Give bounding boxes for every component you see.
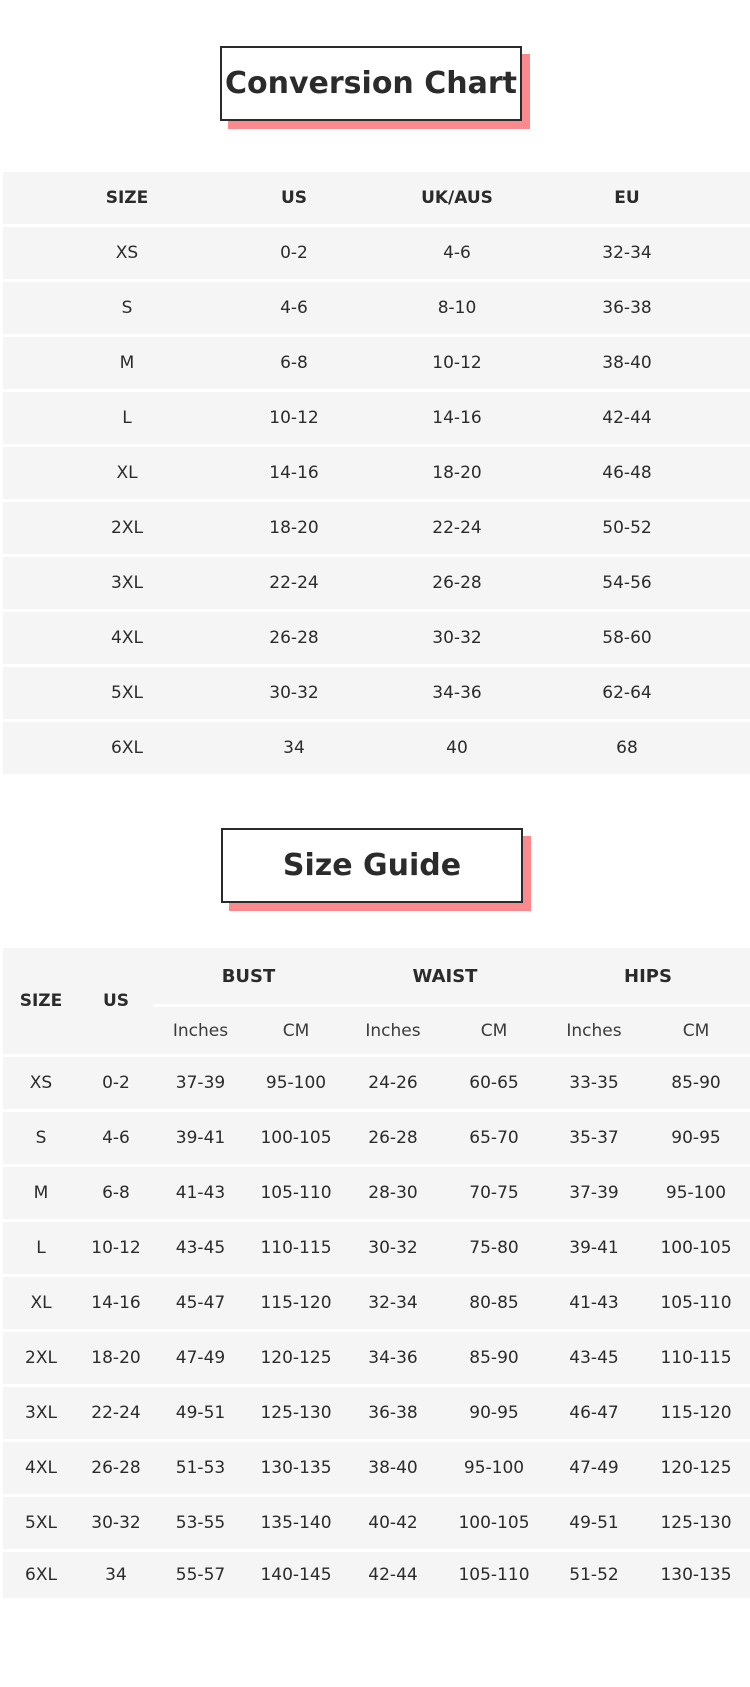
group-hips: HIPS: [624, 965, 672, 987]
cell-hips-inches: 41-43: [569, 1293, 619, 1313]
cell-us: 26-28: [269, 628, 319, 648]
cell-size: 5XL: [25, 1513, 57, 1533]
cell-size: 3XL: [111, 573, 143, 593]
cell-eu: 54-56: [602, 573, 652, 593]
cell-size: XS: [29, 1073, 53, 1093]
cell-bust-inches: 43-45: [175, 1238, 226, 1258]
cell-bust-cm: 130-135: [260, 1458, 332, 1478]
cell-hips-cm: 105-110: [660, 1293, 732, 1313]
cell-size: XL: [116, 463, 138, 483]
cell-eu: 32-34: [602, 243, 652, 263]
conversion-chart-title-badge: [220, 46, 522, 121]
cell-eu: 68: [616, 738, 638, 758]
header-size: SIZE: [19, 991, 63, 1011]
header-uk-aus: UK/AUS: [421, 188, 493, 208]
cell-us: 18-20: [91, 1348, 141, 1368]
cell-hips-inches: 39-41: [569, 1238, 619, 1258]
cell-eu: 42-44: [602, 408, 652, 428]
cell-size: 6XL: [25, 1565, 57, 1585]
table-row: [3, 1277, 750, 1329]
size-guide-title: Size Guide: [282, 848, 462, 883]
sub-header-hips-inches: Inches: [566, 1020, 622, 1041]
cell-bust-inches: 41-43: [175, 1183, 226, 1203]
header-size: SIZE: [105, 188, 149, 208]
cell-eu: 62-64: [602, 683, 652, 703]
cell-size: 2XL: [25, 1348, 57, 1368]
table-row: [3, 612, 750, 664]
cell-bust-cm: 110-115: [260, 1238, 332, 1258]
cell-size: XS: [115, 243, 139, 263]
cell-waist-cm: 100-105: [458, 1513, 530, 1533]
sub-header-row: [153, 1007, 750, 1054]
table-row: [3, 392, 750, 444]
cell-us: 4-6: [280, 298, 308, 318]
sub-header-waist-inches: Inches: [365, 1020, 421, 1041]
cell-hips-inches: 49-51: [569, 1513, 619, 1533]
group-row: [153, 948, 750, 1007]
cell-bust-cm: 115-120: [260, 1293, 332, 1313]
cell-waist-inches: 38-40: [368, 1458, 418, 1478]
table-row: [3, 1332, 750, 1384]
cell-hips-cm: 115-120: [660, 1403, 732, 1423]
cell-size: S: [35, 1128, 47, 1148]
conversion-header-row: [3, 172, 750, 224]
table-row: [3, 282, 750, 334]
cell-us: 18-20: [269, 518, 319, 538]
cell-bust-inches: 39-41: [175, 1128, 226, 1148]
cell-waist-cm: 80-85: [469, 1293, 519, 1313]
cell-size: M: [119, 353, 135, 373]
cell-hips-inches: 47-49: [569, 1458, 619, 1478]
cell-size: 4XL: [25, 1458, 57, 1478]
cell-us: 6-8: [102, 1183, 130, 1203]
table-row: [3, 1442, 750, 1494]
cell-us: 22-24: [91, 1403, 141, 1423]
conversion-table: [3, 172, 750, 777]
table-row: [3, 557, 750, 609]
table-row: [3, 1112, 750, 1164]
title-box: [221, 828, 523, 903]
cell-uk-aus: 8-10: [437, 298, 477, 318]
sub-header-bust-inches: Inches: [172, 1020, 229, 1041]
cell-us: 10-12: [91, 1238, 141, 1258]
cell-hips-inches: 46-47: [569, 1403, 619, 1423]
table-row: [3, 502, 750, 554]
cell-waist-cm: 85-90: [469, 1348, 519, 1368]
group-bust: BUST: [221, 965, 276, 987]
cell-hips-inches: 43-45: [569, 1348, 619, 1368]
cell-bust-cm: 100-105: [260, 1128, 332, 1148]
table-row: [3, 1167, 750, 1219]
cell-hips-cm: 110-115: [660, 1348, 732, 1368]
cell-bust-inches: 51-53: [175, 1458, 226, 1478]
size-guide-body: [3, 1057, 750, 1598]
cell-waist-cm: 90-95: [469, 1403, 519, 1423]
cell-hips-cm: 85-90: [671, 1073, 721, 1093]
conversion-body: [3, 227, 750, 774]
size-guide-table: [3, 948, 750, 1601]
cell-hips-inches: 51-52: [569, 1565, 619, 1585]
cell-waist-inches: 40-42: [368, 1513, 418, 1533]
cell-waist-inches: 28-30: [368, 1183, 418, 1203]
cell-us: 0-2: [102, 1073, 130, 1093]
cell-uk-aus: 40: [446, 738, 468, 758]
cell-eu: 58-60: [602, 628, 652, 648]
cell-hips-cm: 130-135: [660, 1565, 732, 1585]
cell-size: L: [122, 408, 132, 428]
table-row: [3, 1497, 750, 1549]
cell-size: 6XL: [111, 738, 143, 758]
table-row: [3, 667, 750, 719]
cell-hips-inches: 37-39: [569, 1183, 619, 1203]
cell-waist-cm: 95-100: [463, 1458, 525, 1478]
title-box: [220, 46, 522, 121]
cell-size: S: [121, 298, 133, 318]
cell-bust-cm: 135-140: [260, 1513, 332, 1533]
cell-us: 14-16: [91, 1293, 141, 1313]
cell-waist-inches: 34-36: [368, 1348, 418, 1368]
cell-uk-aus: 30-32: [432, 628, 482, 648]
cell-waist-cm: 70-75: [469, 1183, 519, 1203]
cell-hips-inches: 35-37: [569, 1128, 619, 1148]
conversion-chart-title: Conversion Chart: [225, 66, 517, 101]
cell-eu: 36-38: [602, 298, 652, 318]
cell-us: 30-32: [269, 683, 319, 703]
table-row: [3, 722, 750, 774]
cell-bust-inches: 47-49: [175, 1348, 226, 1368]
cell-uk-aus: 26-28: [432, 573, 482, 593]
cell-us: 26-28: [91, 1458, 141, 1478]
cell-hips-cm: 125-130: [660, 1513, 732, 1533]
cell-us: 0-2: [280, 243, 308, 263]
cell-size: XL: [30, 1293, 52, 1313]
table-row: [3, 227, 750, 279]
cell-uk-aus: 4-6: [443, 243, 471, 263]
cell-bust-cm: 120-125: [260, 1348, 332, 1368]
cell-us: 22-24: [269, 573, 319, 593]
cell-hips-cm: 120-125: [660, 1458, 732, 1478]
cell-us: 14-16: [269, 463, 319, 483]
cell-hips-cm: 90-95: [671, 1128, 721, 1148]
cell-us: 10-12: [269, 408, 319, 428]
cell-bust-cm: 140-145: [260, 1565, 332, 1585]
cell-waist-cm: 75-80: [469, 1238, 519, 1258]
cell-eu: 50-52: [602, 518, 652, 538]
cell-waist-inches: 30-32: [368, 1238, 418, 1258]
cell-waist-inches: 36-38: [368, 1403, 418, 1423]
cell-size: 5XL: [111, 683, 143, 703]
size-guide-title-badge: [221, 828, 523, 903]
header-eu: EU: [614, 188, 640, 208]
cell-eu: 38-40: [602, 353, 652, 373]
cell-waist-inches: 24-26: [368, 1073, 418, 1093]
table-row: [3, 1387, 750, 1439]
header-us: US: [280, 188, 308, 208]
cell-bust-inches: 45-47: [175, 1293, 226, 1313]
header-us: US: [102, 991, 130, 1011]
cell-waist-cm: 65-70: [469, 1128, 519, 1148]
cell-bust-inches: 37-39: [175, 1073, 226, 1093]
table-row: [3, 1222, 750, 1274]
cell-us: 30-32: [91, 1513, 141, 1533]
cell-bust-inches: 55-57: [175, 1565, 226, 1585]
cell-size: 4XL: [111, 628, 143, 648]
group-waist: WAIST: [412, 965, 478, 987]
cell-us: 4-6: [102, 1128, 130, 1148]
table-row: [3, 1552, 750, 1598]
cell-hips-cm: 95-100: [665, 1183, 727, 1203]
cell-bust-cm: 125-130: [260, 1403, 332, 1423]
cell-uk-aus: 14-16: [432, 408, 482, 428]
sub-header-waist-cm: CM: [480, 1020, 508, 1041]
table-row: [3, 447, 750, 499]
cell-bust-cm: 95-100: [265, 1073, 327, 1093]
cell-uk-aus: 34-36: [432, 683, 482, 703]
cell-bust-cm: 105-110: [260, 1183, 332, 1203]
cell-uk-aus: 22-24: [432, 518, 482, 538]
cell-eu: 46-48: [602, 463, 652, 483]
size-guide-header: [3, 948, 750, 1054]
cell-size: M: [33, 1183, 49, 1203]
cell-us: 34: [105, 1565, 127, 1585]
cell-waist-cm: 60-65: [469, 1073, 519, 1093]
sub-header-bust-cm: CM: [282, 1020, 310, 1041]
cell-hips-inches: 33-35: [569, 1073, 619, 1093]
cell-bust-inches: 53-55: [175, 1513, 226, 1533]
cell-bust-inches: 49-51: [175, 1403, 226, 1423]
cell-uk-aus: 10-12: [432, 353, 482, 373]
measurement-groups: [153, 948, 750, 1054]
sub-header-hips-cm: CM: [682, 1020, 710, 1041]
cell-size: 3XL: [25, 1403, 57, 1423]
cell-waist-inches: 26-28: [368, 1128, 418, 1148]
cell-waist-cm: 105-110: [458, 1565, 530, 1585]
cell-waist-inches: 42-44: [368, 1565, 418, 1585]
table-row: [3, 337, 750, 389]
cell-hips-cm: 100-105: [660, 1238, 732, 1258]
cell-us: 34: [283, 738, 305, 758]
cell-size: L: [36, 1238, 46, 1258]
cell-waist-inches: 32-34: [368, 1293, 418, 1313]
table-row: [3, 1057, 750, 1109]
cell-us: 6-8: [280, 353, 308, 373]
cell-uk-aus: 18-20: [432, 463, 482, 483]
cell-size: 2XL: [111, 518, 143, 538]
